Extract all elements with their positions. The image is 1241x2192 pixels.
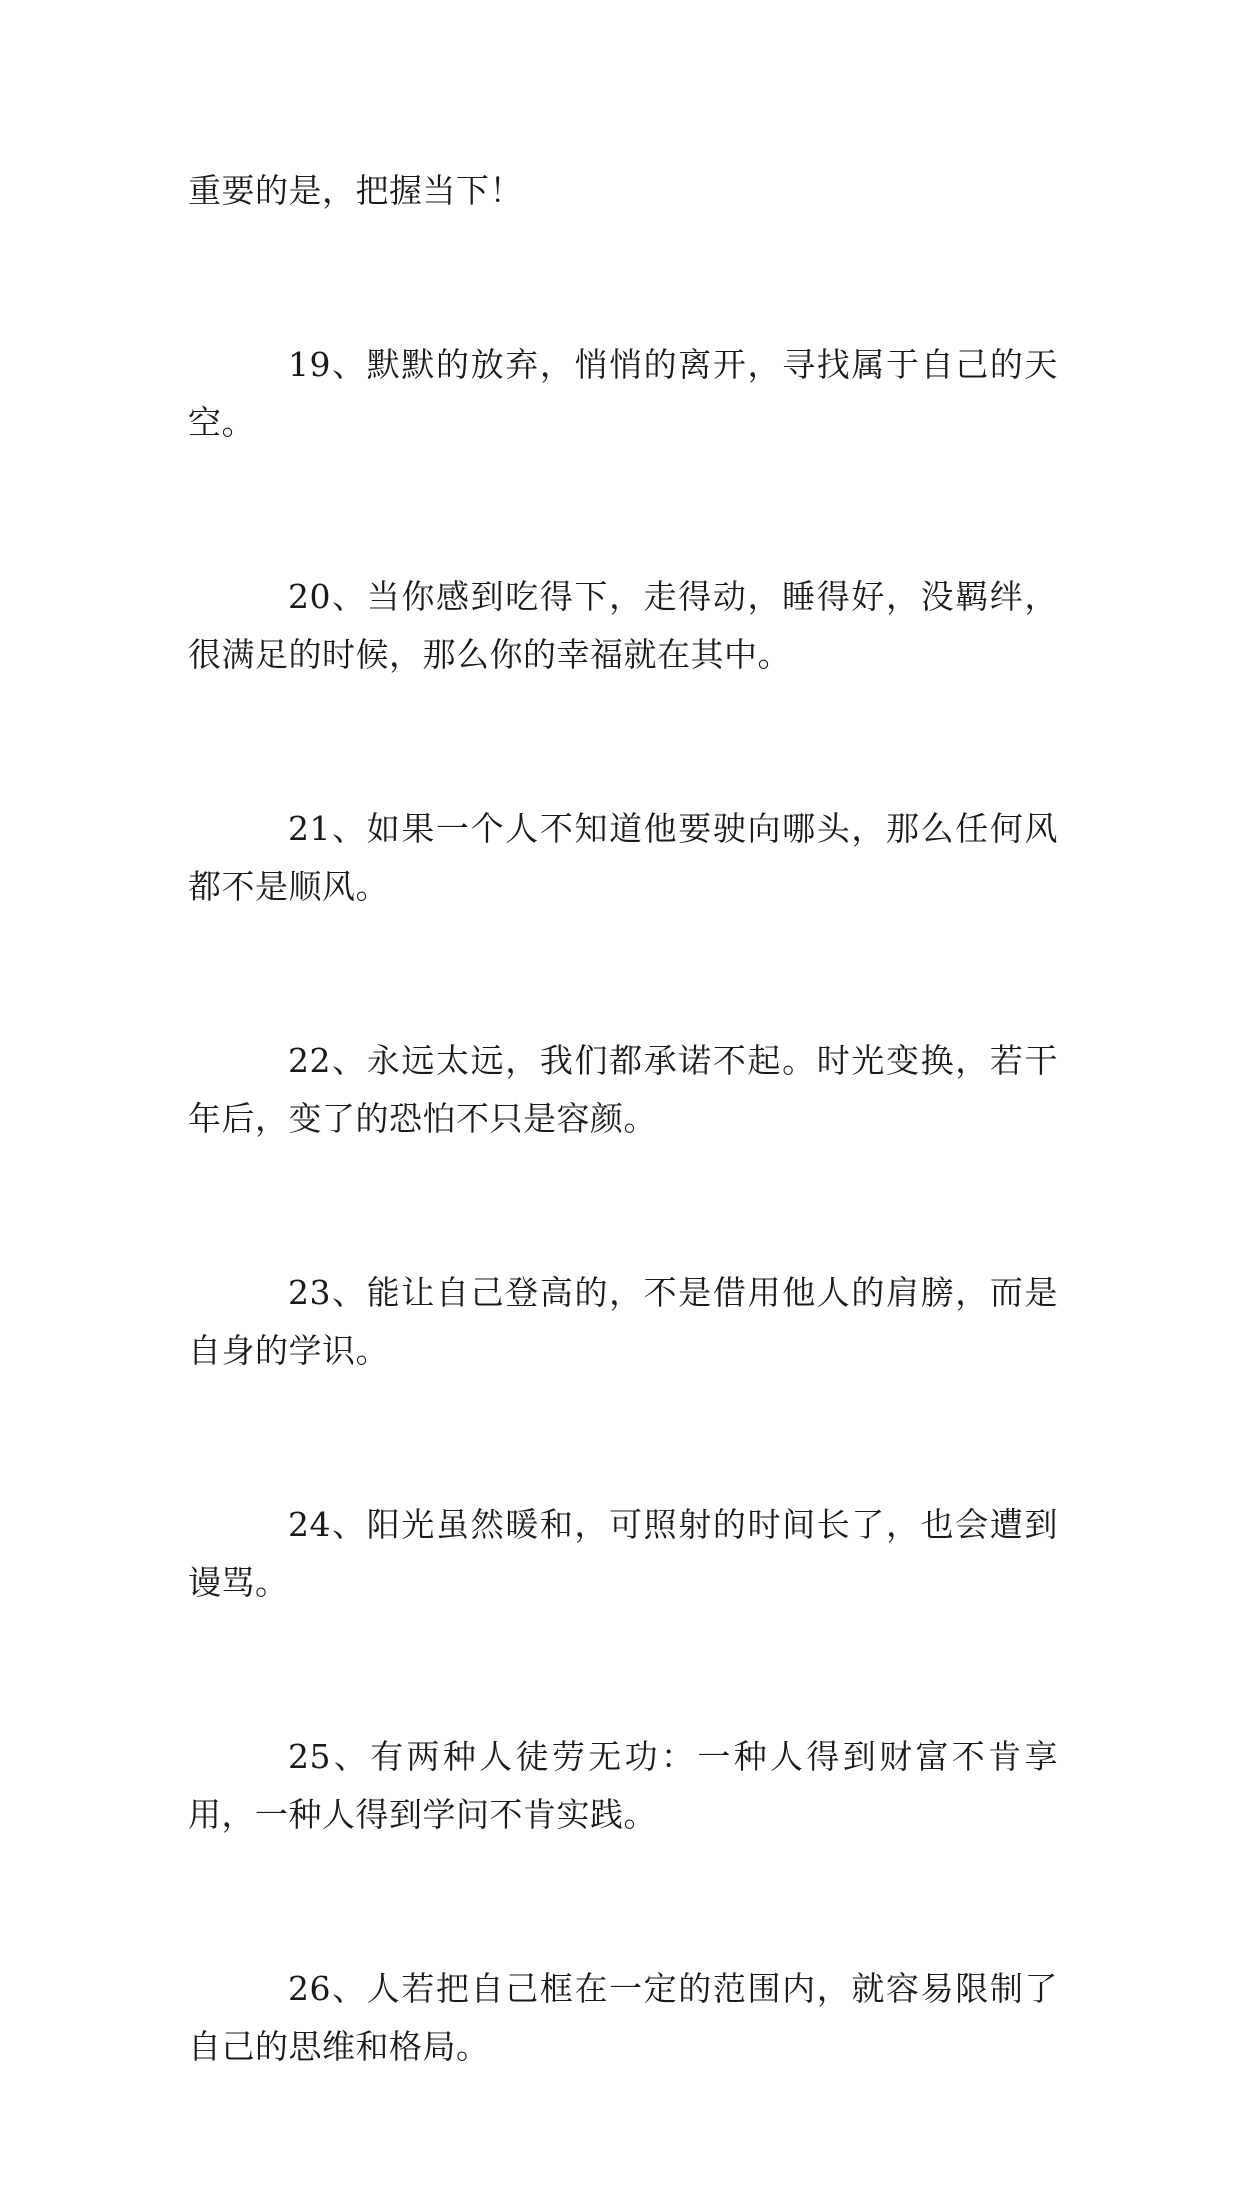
paragraph-continuation: 重要的是，把握当下！: [188, 171, 523, 210]
paragraph-20: 20、当你感到吃得下，走得动，睡得好，没羁绊，很满足的时候，那么你的幸福就在其中。: [188, 577, 1058, 674]
paragraph-25: 25、有两种人徒劳无功：一种人得到财富不肯享用，一种人得到学问不肯实践。: [188, 1737, 1058, 1834]
paragraph-19: 19、默默的放弃，悄悄的离开，寻找属于自己的天空。: [188, 345, 1058, 442]
document-body: [188, 162, 1058, 2192]
paragraph-24: 24、阳光虽然暖和，可照射的时间长了，也会遭到谩骂。: [188, 1505, 1058, 1602]
paragraph-21: 21、如果一个人不知道他要驶向哪头，那么任何风都不是顺风。: [188, 809, 1058, 906]
paragraph-26: 26、人若把自己框在一定的范围内，就容易限制了自己的思维和格局。: [188, 1969, 1058, 2066]
paragraph-22: 22、永远太远，我们都承诺不起。时光变换，若干年后，变了的恐怕不只是容颜。: [188, 1041, 1058, 1138]
paragraph-23: 23、能让自己登高的，不是借用他人的肩膀，而是自身的学识。: [188, 1273, 1058, 1370]
